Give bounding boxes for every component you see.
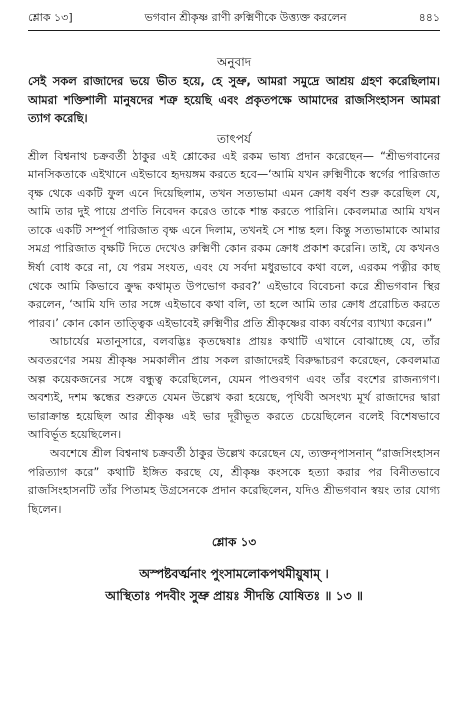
header-divider bbox=[28, 30, 440, 31]
book-page bbox=[28, 10, 440, 705]
translation-text: সেই সকল রাজাদের ভয়ে ভীত হয়ে, হে সুভ্রু, আমরা সমুদ্রে আশ্রয় গ্রহণ করেছিলাম। আমরা শক্তিশালী মানুষদের শত্রু হয়েছি এবং প্রকৃতপক্ষে আমাদের রাজসিংহাসন আমরা ত্যাগ করেছি। bbox=[28, 74, 440, 125]
page-number: ৪৪১ bbox=[418, 11, 440, 24]
header-verse-ref: শ্লোক ১৩] bbox=[28, 11, 73, 24]
purport-section bbox=[28, 130, 440, 520]
verse-line: আস্থিতাঃ পদবীং সুভ্রু প্রায়ঃ সীদন্তি যোষিতঃ ॥ ১৩ ॥ bbox=[105, 589, 363, 604]
purport-paragraph: শ্রীল বিশ্বনাথ চক্রবর্তী ঠাকুর এই শ্লোকের এই রকম ভাষ্য প্রদান করেছেন— “শ্রীভগবানের মানসিকতাকে এইখানে এইভাবে হৃদয়ঙ্গম করতে হবে—‘আমি যখন রুক্মিণীকে স্বর্গের পারিজাত বৃক্ষ থেকে একটি ফুল এনে দিয়েছিলাম, তখন সত্যভামা এমন ক্রোধ বর্ষণ শুরু করেছিল যে, আমি তার দুই পায়ে প্রণতি নিবেদন করেও তাকে শান্ত করতে পারিনি। কেবলমাত্র আমি যখন তাকে একটি সম্পূর্ণ পারিজাত বৃক্ষ এনে দিলাম, তখনই সে শান্ত হল। কিন্তু সত্যভামাকে আমার সমগ্র পারিজাত বৃক্ষটি দিতে দেখেও রুক্মিণী কোন রকম ক্রোধ প্রকাশ করেনি। তাই, যে কখনও ঈর্ষা বোধ করে না, যে পরম সংযত, এবং যে সর্বদা মধুরভাবে কথা বলে, এরকম পত্নীর কাছ থেকে আমি কিভাবে ক্রুদ্ধ কথামৃত উপভোগ করব?’ এইভাবে বিবেচনা করে শ্রীভগবান স্থির করলেন, ‘আমি যদি তার সঙ্গে এইভাবে কথা বলি, তা হলে আমি তার ক্রোধ প্ররোচিত করতে পারব।’ কোন কোন তাত্ত্বিক এইভাবেই রুক্মিণীর প্রতি শ্রীকৃষ্ণের বাক্য বর্ষণের ব্যাখ্যা করেন।” bbox=[28, 149, 440, 330]
verse-heading: শ্লোক ১৩ bbox=[211, 535, 257, 550]
running-header bbox=[28, 10, 440, 30]
verse-section bbox=[28, 533, 440, 607]
header-chapter-title: ভগবান শ্রীকৃষ্ণ রাণী রুক্মিণীকে উত্ত্যক্ত করলেন bbox=[144, 11, 347, 24]
translation-section bbox=[28, 53, 440, 128]
purport-paragraph: অবশেষে শ্রীল বিশ্বনাথ চক্রবর্তী ঠাকুর উল্লেখ করেছেন যে, ত্যক্তনৃপাসনান্ “রাজসিংহাসন পরিত্যাগ করে” কথাটি ইঙ্গিত করছে যে, শ্রীকৃষ্ণ কংসকে হত্যা করার পর বিনীতভাবে রাজসিংহাসনটি তাঁর পিতামহ উগ্রসেনকে প্রদান করেছিলেন, যদিও শ্রীভগবান স্বয়ং তার যোগ্য ছিলেন। bbox=[28, 447, 440, 516]
verse-line: অস্পষ্টবর্ত্মনাং পুংসামলোকপথমীয়ুষাম্ । bbox=[139, 567, 329, 582]
purport-paragraph: আচার্যের মতানুসারে, বলবদ্ভিঃ কৃতদ্বেষাঃ প্রায়ঃ কথাটি এখানে বোঝাচ্ছে যে, তাঁর অবতরণের সময় শ্রীকৃষ্ণ সমকালীন প্রায় সকল রাজাদেরই বিরুদ্ধাচরণ করেছেন, কেবলমাত্র অল্প কয়েকজনের সঙ্গে বন্ধুত্ব করেছিলেন, যেমন পাণ্ডবগণ এবং তাঁর বংশের রাজন্যগণ। অবশ্যই, দশম স্কন্ধের শুরুতে যেমন উল্লেখ করা হয়েছে, পৃথিবী অসংখ্য মূর্খ রাজাদের দ্বারা ভারাক্রান্ত হয়েছিল আর শ্রীকৃষ্ণ এই ভার দূরীভূত করতে চেয়েছিলেন বলেই বিশেষভাবে আবির্ভূত হয়েছিলেন। bbox=[28, 335, 440, 442]
translation-heading: অনুবাদ bbox=[216, 55, 252, 69]
purport-heading: তাৎপর্য bbox=[217, 131, 251, 146]
